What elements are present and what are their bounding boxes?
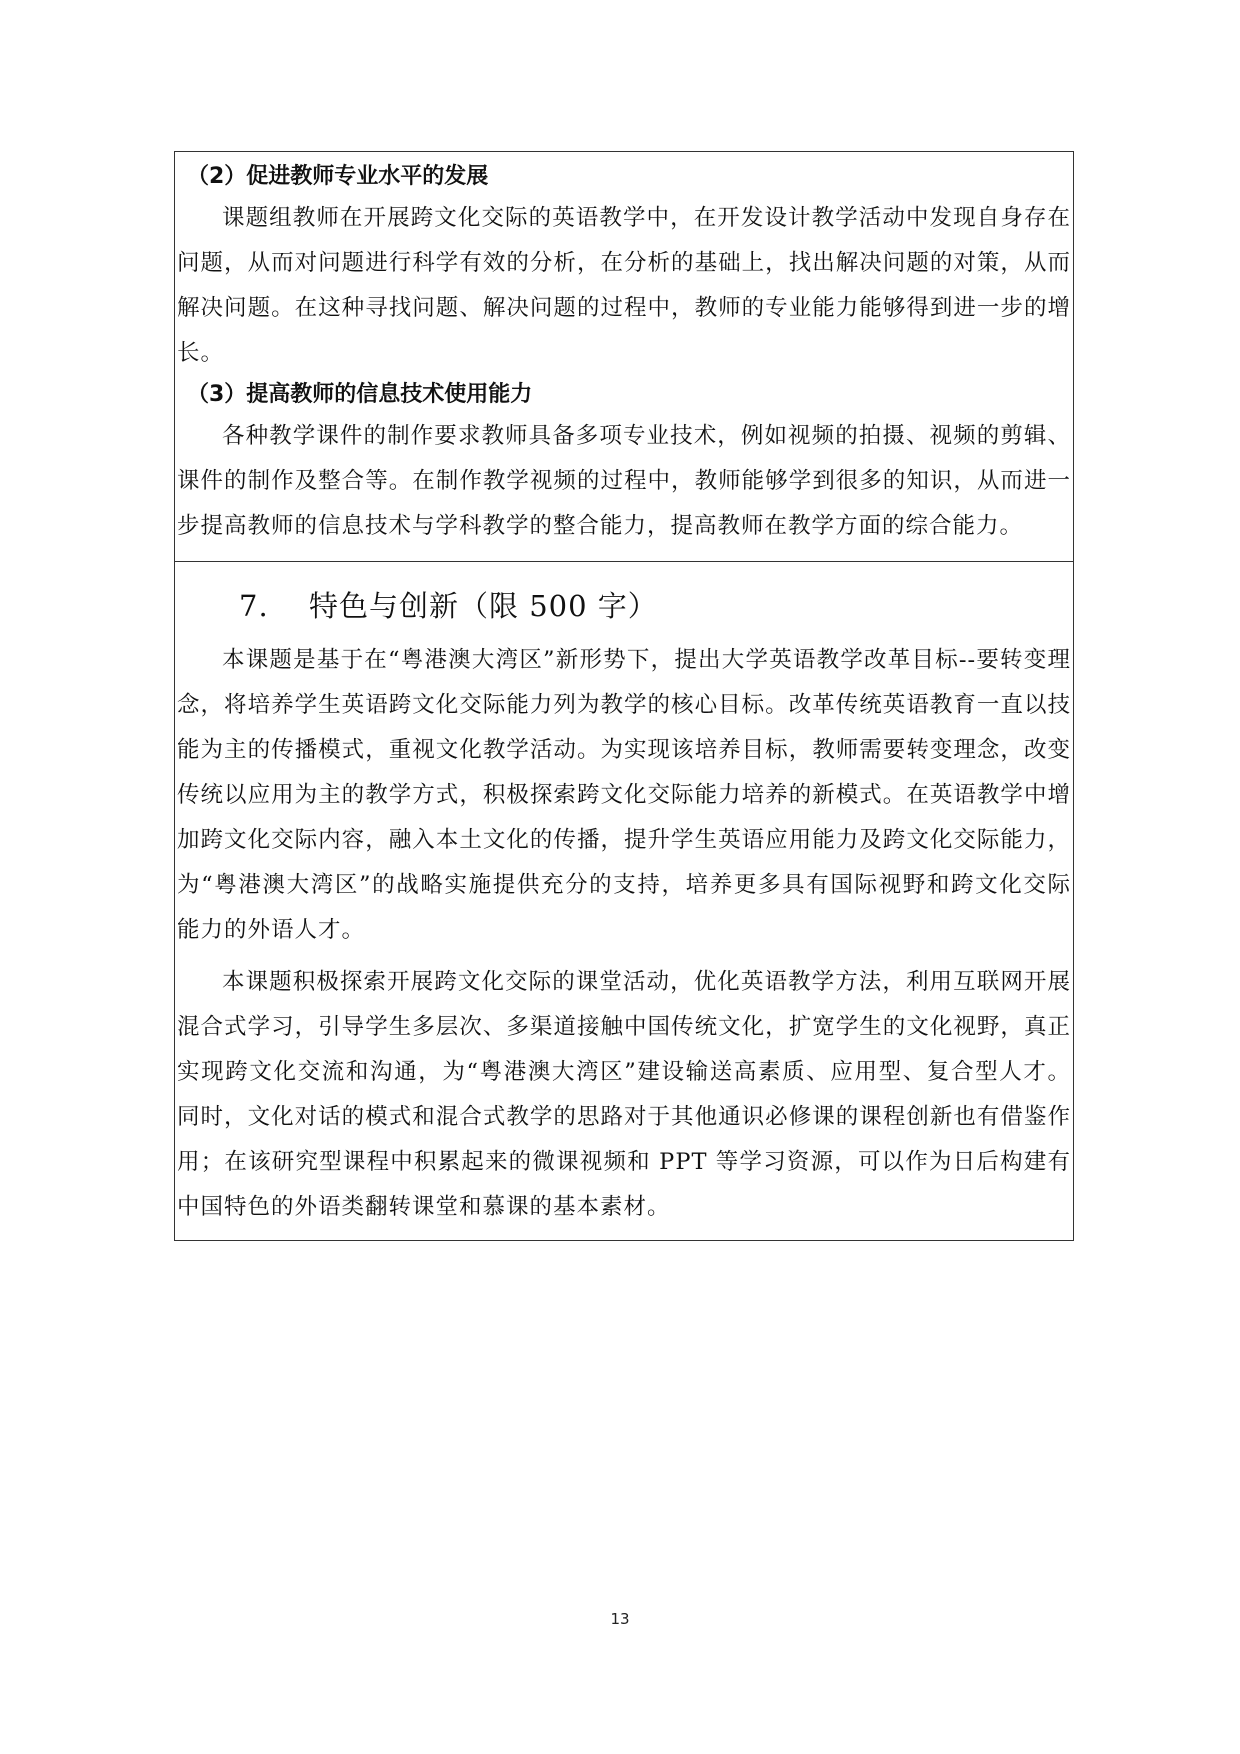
table-cell-teacher-development	[175, 152, 1073, 561]
section-title	[239, 586, 1071, 626]
subheading-teacher-professional-development: （2）促进教师专业水平的发展	[187, 164, 489, 189]
paragraph-innovation-methods: 本课题积极探索开展跨文化交际的课堂活动，优化英语教学方法，利用互联网开展混合式学习，引导学生多层次、多渠道接触中国传统文化，扩宽学生的文化视野，真正实现跨文化交流和沟通，为“粤港澳大湾区”建设输送高素质、应用型、复合型人才。同时，文化对话的模式和混合式教学的思路对于其他通识必修课的课程创新也有借鉴作用；在该研究型课程中积累起来的微课视频和 PPT 等学习资源，可以作为日后构建有中国特色的外语类翻转课堂和慕课的基本素材。	[177, 969, 1071, 1220]
table-cell-features-innovation	[175, 561, 1073, 1240]
paragraph-teacher-professional-development: 课题组教师在开展跨文化交际的英语教学中，在开发设计教学活动中发现自身存在问题，从而对问题进行科学有效的分析，在分析的基础上，找出解决问题的对策，从而解决问题。在这种寻找问题、解决问题的过程中，教师的专业能力能够得到进一步的增长。	[177, 205, 1071, 366]
paragraph-innovation-goal: 本课题是基于在“粤港澳大湾区”新形势下，提出大学英语教学改革目标--要转变理念，将培养学生英语跨文化交际能力列为教学的核心目标。改革传统英语教育一直以技能为主的传播模式，重视文化教学活动。为实现该培养目标，教师需要转变理念，改变传统以应用为主的教学方式，积极探索跨文化交际能力培养的新模式。在英语教学中增加跨文化交际内容，融入本土文化的传播，提升学生英语应用能力及跨文化交际能力，为“粤港澳大湾区”的战略实施提供充分的支持，培养更多具有国际视野和跨文化交际能力的外语人才。	[177, 647, 1071, 943]
report-table	[174, 151, 1074, 1241]
paragraph-information-technology-ability: 各种教学课件的制作要求教师具备多项专业技术，例如视频的拍摄、视频的剪辑、课件的制作及整合等。在制作教学视频的过程中，教师能够学到很多的知识，从而进一步提高教师的信息技术与学科教学的整合能力，提高教师在教学方面的综合能力。	[177, 423, 1071, 539]
section-number: 7.	[239, 589, 269, 623]
subheading-information-technology-ability: （3）提高教师的信息技术使用能力	[187, 382, 533, 407]
page-number: 13	[610, 1610, 630, 1628]
section-title-text: 特色与创新（限 500 字）	[309, 589, 658, 623]
